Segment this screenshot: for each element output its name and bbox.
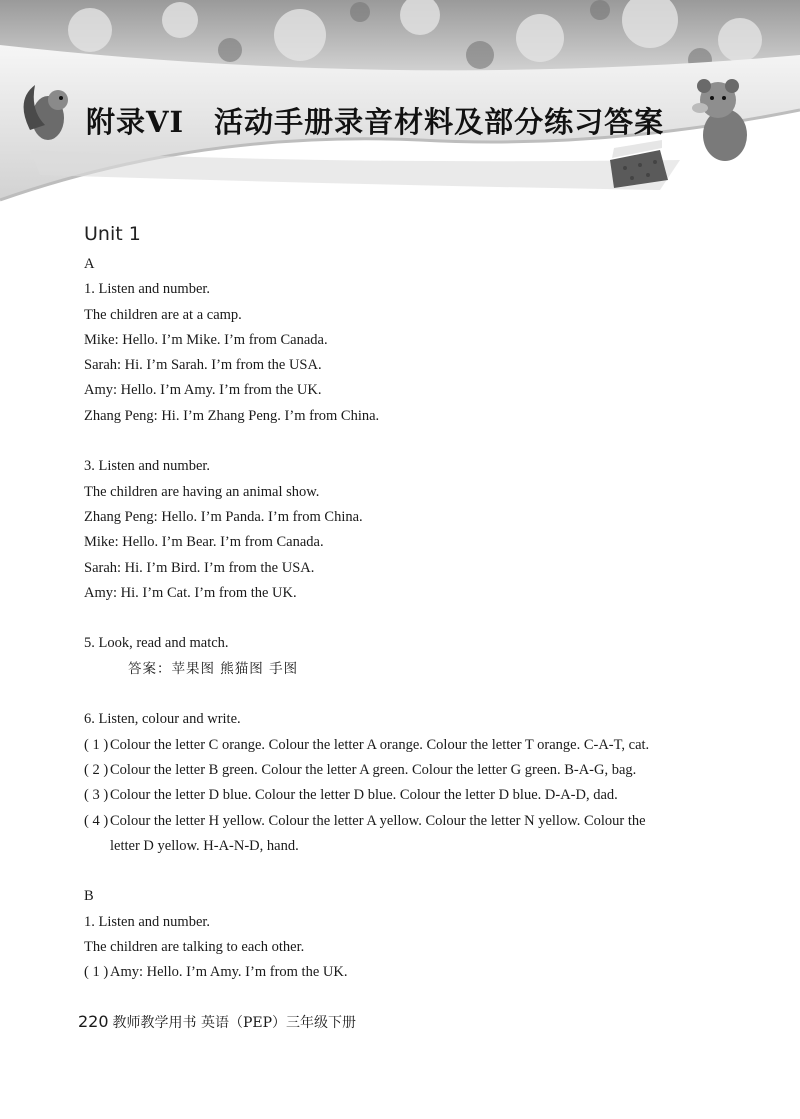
- item-text: Amy: Hello. I’m Amy. I’m from the UK.: [110, 964, 348, 981]
- ex3-line: Amy: Hi. I’m Cat. I’m from the UK.: [84, 584, 297, 601]
- ex1-heading: 1. Listen and number.: [84, 281, 211, 298]
- basket-icon: [610, 140, 668, 188]
- item-number: ( 2 ): [84, 761, 109, 778]
- page-title: 附录VI 活动手册录音材料及部分练习答案: [86, 105, 665, 139]
- ex3-line: Zhang Peng: Hello. I’m Panda. I’m from China.: [84, 508, 363, 525]
- item-text: Colour the letter C orange. Colour the letter A orange. Colour the letter T orange. C-A-T, cat.: [110, 736, 650, 753]
- item-number: ( 1 ): [84, 736, 109, 753]
- ex3-line: The children are having an animal show.: [84, 483, 320, 500]
- ex3-heading: 3. Listen and number.: [84, 458, 211, 475]
- ex3-line: Sarah: Hi. I’m Bird. I’m from the USA.: [84, 559, 315, 576]
- ex6-item: [84, 758, 724, 783]
- ex1-line: Amy: Hello. I’m Amy. I’m from the UK.: [84, 382, 322, 399]
- ex6-item-continuation: letter D yellow. H-A-N-D, hand.: [110, 837, 299, 854]
- ex1-line: The children are at a camp.: [84, 306, 242, 323]
- item-number: ( 3 ): [84, 787, 109, 804]
- ex1-line: Mike: Hello. I’m Mike. I’m from Canada.: [84, 331, 328, 348]
- item-text: Colour the letter H yellow. Colour the letter A yellow. Colour the letter N yellow. Colour the: [110, 812, 646, 829]
- b1-line: The children are talking to each other.: [84, 939, 305, 956]
- section-b-label: B: [84, 888, 94, 905]
- ex1-line: Zhang Peng: Hi. I’m Zhang Peng. I’m from China.: [84, 407, 380, 424]
- ex6-item: [84, 733, 724, 758]
- ex1-line: Sarah: Hi. I’m Sarah. I’m from the USA.: [84, 357, 322, 374]
- item-number: ( 4 ): [84, 812, 109, 829]
- unit-title: Unit 1: [84, 223, 141, 245]
- b1-heading: 1. Listen and number.: [84, 913, 211, 930]
- ex6-item: [84, 783, 724, 808]
- footer-text: 教师教学用书 英语（PEP）三年级下册: [112, 1015, 357, 1031]
- ex3-line: Mike: Hello. I’m Bear. I’m from Canada.: [84, 534, 324, 551]
- ex5-answer: 答案：苹果图 熊猫图 手图: [128, 660, 299, 677]
- item-text: Colour the letter D blue. Colour the letter D blue. Colour the letter D blue. D-A-D, dad.: [110, 787, 618, 804]
- item-text: Colour the letter B green. Colour the letter A green. Colour the letter G green. B-A-G, bag.: [110, 761, 637, 778]
- ex6-item: [84, 809, 724, 834]
- content: [84, 220, 724, 986]
- item-number: ( 1 ): [84, 964, 109, 981]
- ex5-heading: 5. Look, read and match.: [84, 635, 229, 652]
- ex6-heading: 6. Listen, colour and write.: [84, 711, 241, 728]
- section-a-label: A: [84, 256, 95, 272]
- page-footer: [78, 1012, 356, 1032]
- page-number: 220: [78, 1012, 109, 1031]
- b1-item: [84, 960, 724, 985]
